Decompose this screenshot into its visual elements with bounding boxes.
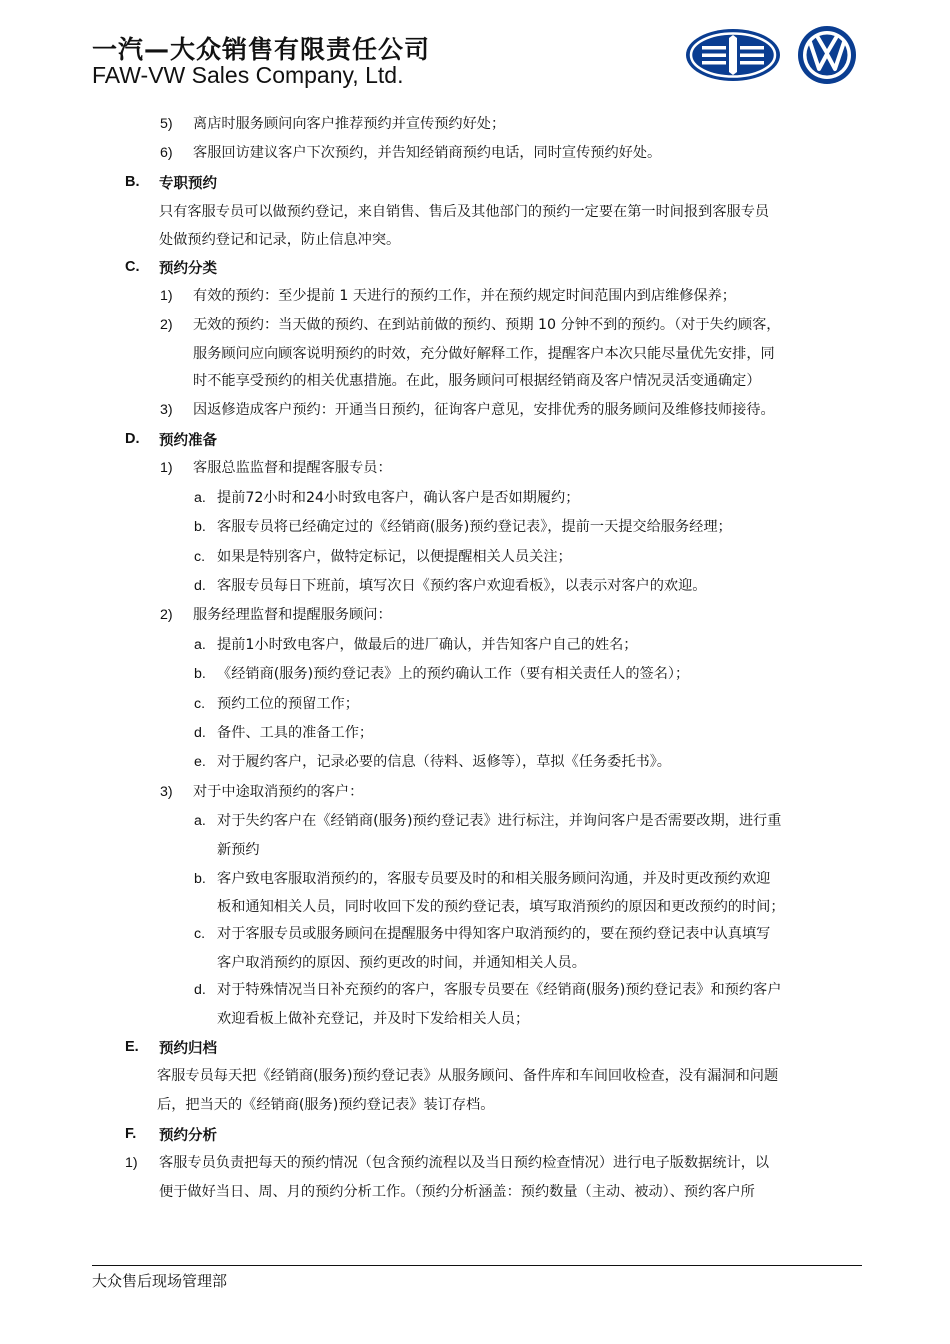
- subitem-letter: a.: [194, 813, 206, 829]
- subitem-text: 客户取消预约的原因、预约更改的时间，并通知相关人员。: [217, 955, 586, 971]
- item-number: 3): [160, 784, 173, 800]
- subitem-text: 对于客服专员或服务顾问在提醒服务中得知客户取消预约的，要在预约登记表中认真填写: [217, 926, 771, 942]
- section-b-body-line: 只有客服专员可以做预约登记，来自销售、售后及其他部门的预约一定要在第一时间报到客服专员: [159, 204, 770, 220]
- item-number: 5): [160, 116, 173, 132]
- company-name-en: FAW-VW Sales Company, Ltd.: [92, 62, 404, 88]
- item-number: 2): [160, 607, 173, 623]
- subitem-text: 对于特殊情况当日补充预约的客户，客服专员要在《经销商(服务)预约登记表》和预约客户: [217, 982, 782, 998]
- subitem-letter: c.: [194, 926, 206, 942]
- subitem-letter: e.: [194, 754, 206, 770]
- company-name-cn: 一汽—大众销售有限责任公司: [92, 35, 431, 64]
- item-number: 1): [125, 1155, 138, 1171]
- subitem-text: 备件、工具的准备工作；: [217, 725, 374, 741]
- faw-logo-icon: [684, 26, 782, 84]
- section-c-letter: C.: [125, 259, 140, 275]
- section-b-letter: B.: [125, 174, 140, 190]
- subitem-text: 对于失约客户在《经销商(服务)预约登记表》进行标注，并询问客户是否需要改期，进行重: [217, 813, 782, 829]
- section-e-letter: E.: [125, 1039, 139, 1055]
- section-f-title: 预约分析: [159, 1128, 217, 1144]
- subitem-text: 提前1小时致电客户，做最后的进厂确认，并告知客户自己的姓名；: [217, 637, 638, 653]
- section-f-letter: F.: [125, 1126, 137, 1142]
- item-number: 1): [160, 288, 173, 304]
- subitem-letter: c.: [194, 549, 206, 565]
- item-number: 1): [160, 460, 173, 476]
- subitem-letter: b.: [194, 666, 206, 682]
- subitem-letter: a.: [194, 637, 206, 653]
- item-text: 客服专员负责把每天的预约情况（包含预约流程以及当日预约检查情况）进行电子版数据统计，以: [159, 1155, 770, 1171]
- section-c-title: 预约分类: [159, 261, 217, 277]
- item-text: 便于做好当日、周、月的预约分析工作。（预约分析涵盖：预约数量（主动、被动）、预约客户所: [159, 1184, 755, 1200]
- subitem-letter: d.: [194, 578, 206, 594]
- section-d-title: 预约准备: [159, 433, 217, 449]
- item-text: 对于中途取消预约的客户：: [193, 784, 364, 800]
- subitem-text: 对于履约客户，记录必要的信息（待料、返修等），草拟《任务委托书》。: [217, 754, 671, 770]
- subitem-text: 客服专员将已经确定过的《经销商(服务)预约登记表》，提前一天提交给服务经理；: [217, 519, 732, 535]
- subitem-letter: b.: [194, 519, 206, 535]
- item-text: 服务经理监督和提醒服务顾问：: [193, 607, 392, 623]
- vw-logo-icon: [796, 24, 858, 86]
- item-text: 客服回访建议客户下次预约，并告知经销商预约电话，同时宣传预约好处。: [193, 145, 662, 161]
- footer-divider: [92, 1265, 862, 1266]
- section-e-title: 预约归档: [159, 1041, 217, 1057]
- subitem-text: 欢迎看板上做补充登记，并及时下发给相关人员；: [217, 1011, 530, 1027]
- section-e-body-line: 客服专员每天把《经销商(服务)预约登记表》从服务顾问、备件库和车间回收检查，没有漏洞和问题: [157, 1068, 779, 1084]
- subitem-text: 提前72小时和24小时致电客户，确认客户是否如期履约；: [217, 490, 580, 506]
- footer-department: 大众售后现场管理部: [92, 1272, 228, 1290]
- item-text: 有效的预约：至少提前 1 天进行的预约工作，并在预约规定时间范围内到店维修保养；: [193, 288, 736, 304]
- subitem-text: 《经销商(服务)预约登记表》上的预约确认工作（要有相关责任人的签名）；: [217, 666, 690, 682]
- subitem-text: 客户致电客服取消预约的，客服专员要及时的和相关服务顾问沟通，并及时更改预约欢迎: [217, 871, 771, 887]
- subitem-text: 预约工位的预留工作；: [217, 696, 359, 712]
- item-text: 无效的预约：当天做的预约、在到站前做的预约、预期 10 分钟不到的预约。（对于失约顾客，: [193, 317, 781, 333]
- item-number: 6): [160, 145, 173, 161]
- subitem-letter: b.: [194, 871, 206, 887]
- item-text: 时不能享受预约的相关优惠措施。在此，服务顾问可根据经销商及客户情况灵活变通确定）: [193, 373, 761, 389]
- section-e-body-line: 后，把当天的《经销商(服务)预约登记表》装订存档。: [157, 1097, 495, 1113]
- subitem-text: 客服专员每日下班前，填写次日《预约客户欢迎看板》，以表示对客户的欢迎。: [217, 578, 707, 594]
- subitem-letter: d.: [194, 982, 206, 998]
- item-number: 3): [160, 402, 173, 418]
- item-text: 服务顾问应向顾客说明预约的时效，充分做好解释工作，提醒客户本次只能尽量优先安排，同: [193, 346, 775, 362]
- section-b-body-line: 处做预约登记和记录，防止信息冲突。: [159, 232, 401, 248]
- subitem-text: 新预约: [217, 842, 260, 858]
- subitem-text: 如果是特别客户，做特定标记，以便提醒相关人员关注；: [217, 549, 572, 565]
- subitem-text: 板和通知相关人员，同时收回下发的预约登记表，填写取消预约的原因和更改预约的时间；: [217, 899, 785, 915]
- item-number: 2): [160, 317, 173, 333]
- item-text: 离店时服务顾问向客户推荐预约并宣传预约好处；: [193, 116, 506, 132]
- section-d-letter: D.: [125, 431, 140, 447]
- item-text: 客服总监监督和提醒客服专员：: [193, 460, 392, 476]
- subitem-letter: c.: [194, 696, 206, 712]
- item-text: 因返修造成客户预约：开通当日预约，征询客户意见，安排优秀的服务顾问及维修技师接待。: [193, 402, 775, 418]
- subitem-letter: d.: [194, 725, 206, 741]
- section-b-title: 专职预约: [159, 176, 217, 192]
- subitem-letter: a.: [194, 490, 206, 506]
